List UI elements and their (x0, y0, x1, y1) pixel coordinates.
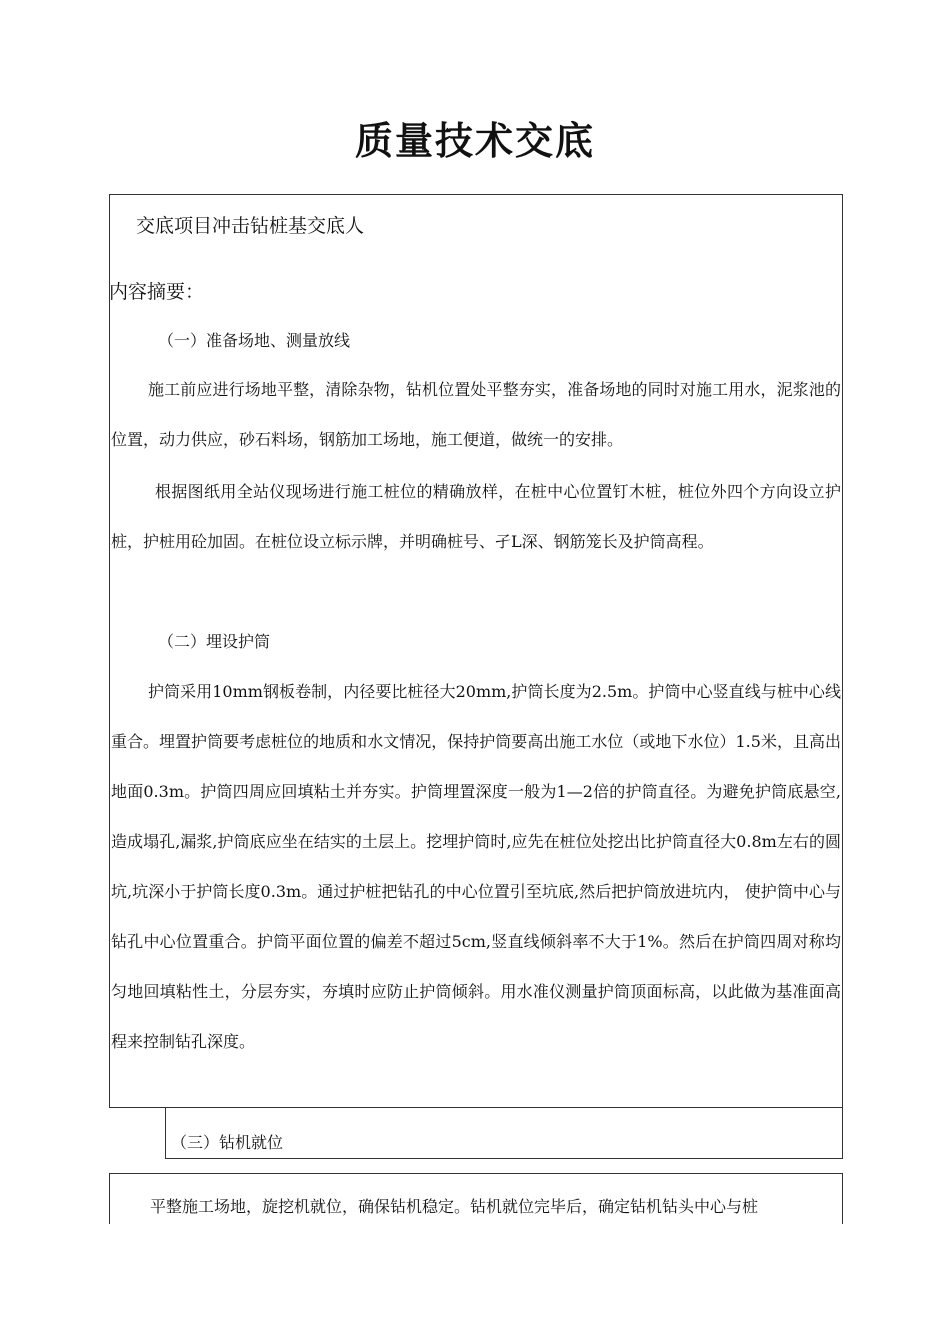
summary-label: 内容摘要： (109, 281, 205, 303)
section-2-paragraph-1: 护筒采用10mm钢板卷制，内径要比桩径大20mm,护筒长度为2.5m。护筒中心竖直线与桩中心线重合。埋置护筒要考虑桩位的地质和水文情况，保持护筒要高出施工水位（或地下水位）1.5米，且高出地面0.3m。护筒四周应回填粘土并夯实。护筒埋置深度一般为1—2倍的护筒直径。为避免护筒底悬空,造成塌孔,漏浆,护筒底应坐在结实的土层上。挖埋护筒时,应先在桩位处挖出比护筒直径大0.8m左右的圆坑,坑深小于护筒长度0.3m。通过护桩把钻孔的中心位置引至坑底,然后把护筒放进坑内， 使护筒中心与钻孔中心位置重合。护筒平面位置的偏差不超过5cm,竖直线倾斜率不大于1%。然后在护筒四周对称均匀地回填粘性土，分层夯实，夯填时应防止护筒倾斜。用水准仪测量护筒顶面标高，以此做为基准面高程来控制钻孔深度。 (111, 682, 841, 1051)
section-heading-1: （一）准备场地、测量放线 (158, 331, 351, 350)
document-title: 质量技术交底 (354, 119, 595, 163)
section-heading-3: （三）钻机就位 (171, 1133, 284, 1152)
section-heading-2: （二）埋设护筒 (158, 632, 271, 651)
section-3-paragraph-1: 平整施工场地，旋挖机就位，确保钻机稳定。钻机就位完毕后，确定钻机钻头中心与桩 (150, 1197, 759, 1216)
section-1-paragraph-2: 根据图纸用全站仪现场进行施工桩位的精确放样，在桩中心位置钉木桩，桩位外四个方向设立护桩，护桩用砼加固。在桩位设立标示牌，并明确桩号、孑L深、钢筋笼长及护筒高程。 (111, 482, 841, 551)
header-line: 交底项目冲击钻桩基交底人 (136, 215, 365, 237)
section-1-paragraph-1: 施工前应进行场地平整，清除杂物，钻机位置处平整夯实，准备场地的同时对施工用水，泥浆池的位置，动力供应，砂石料场，钢筋加工场地，施工便道，做统一的安排。 (111, 380, 841, 449)
